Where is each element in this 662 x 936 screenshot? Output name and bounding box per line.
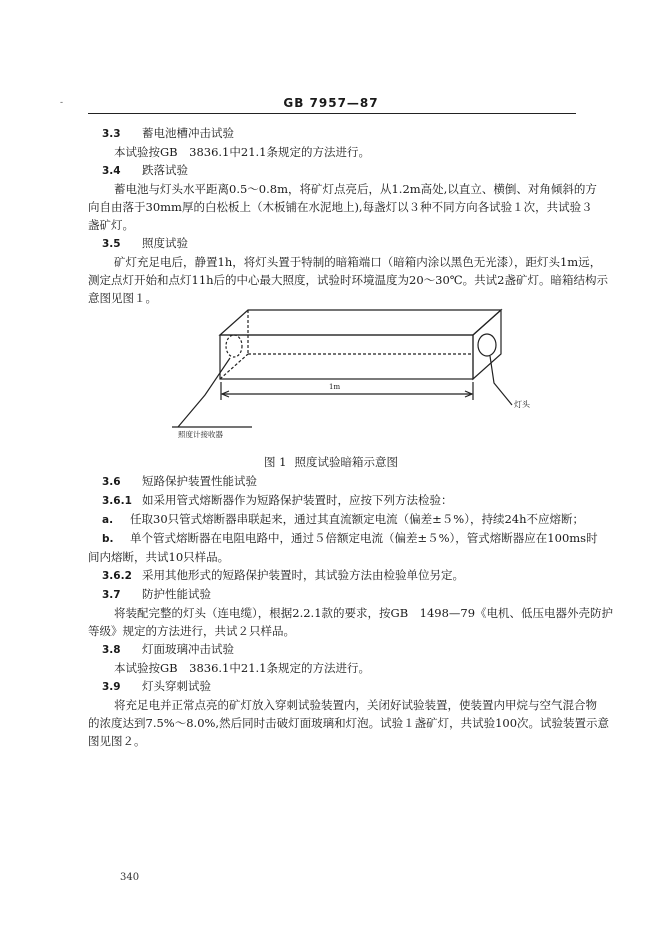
section-3-6-1 xyxy=(88,491,578,510)
section-3-6-heading xyxy=(88,472,578,491)
page-number: 340 xyxy=(120,872,140,883)
section-3-9-line2: 的浓度达到7.5%～8.0%,然后同时击破灯面玻璃和灯泡。试验１盏矿灯，共试验100次。试验装置示意 xyxy=(88,716,610,730)
section-3-7-line1: 将装配完整的灯头（连电缆），根据2.2.1款的要求，按GB 1498—79《电机、低压电器外壳防护 xyxy=(114,606,614,620)
section-title: 灯头穿刺试验 xyxy=(142,679,211,693)
section-number: 3.8 xyxy=(102,644,121,656)
section-3-7-line2: 等级》规定的方法进行，共试２只样品。 xyxy=(88,624,295,638)
section-number: 3.3 xyxy=(102,128,121,140)
section-3-5-line1: 矿灯充足电后，静置1h，将灯头置于特制的暗箱端口（暗箱内涂以黑色无光漆），距灯头1m远， xyxy=(114,255,602,269)
section-3-8-text: 本试验按GB 3836.1中21.1条规定的方法进行。 xyxy=(114,661,370,675)
section-title: 短路保护装置性能试验 xyxy=(142,474,257,488)
page-header: GB 7957—87 xyxy=(283,96,379,110)
dimension-arrow-left xyxy=(222,391,229,397)
section-number: 3.6 xyxy=(102,476,121,488)
section-title: 跌落试验 xyxy=(142,163,188,177)
section-text: 采用其他形式的短路保护装置时，其试验方法由检验单位另定。 xyxy=(142,568,464,582)
dimension-arrow-right xyxy=(465,391,472,397)
item-text: 任取30只管式熔断器串联起来，通过其直流额定电流（偏差±５%），持续24h不应熔断； xyxy=(130,512,584,526)
box-right-end-face xyxy=(473,310,501,379)
upper-content xyxy=(88,124,608,307)
section-3-5-line3: 意图见图１。 xyxy=(88,291,157,305)
section-text: 如采用管式熔断器作为短路保护装置时，应按下列方法检验： xyxy=(142,493,453,507)
item-b-continuation: 间内熔断，共试10只样品。 xyxy=(88,550,230,564)
section-3-4-line3: 盏矿灯。 xyxy=(88,218,134,232)
section-title: 灯面玻璃冲击试验 xyxy=(142,642,234,656)
dimension-label: 1m xyxy=(329,383,341,391)
lamp-head-circle xyxy=(478,334,496,356)
meter-receiver-label: 照度计接收器 xyxy=(178,430,223,439)
figure-number: 图 1 xyxy=(264,455,287,469)
lamp-head-leader xyxy=(490,356,512,405)
box-top-face xyxy=(220,310,501,335)
section-3-4-line1: 蓄电池与灯头水平距离0.5～0.8m，将矿灯点亮后，从1.2m高处,以直立、横倒、对角倾斜的方 xyxy=(114,182,597,196)
lamp-head-label: 灯头 xyxy=(514,400,530,409)
section-number: 3.4 xyxy=(102,165,121,177)
section-title: 照度试验 xyxy=(142,236,188,250)
section-3-5-heading xyxy=(88,234,578,253)
item-b xyxy=(88,529,598,548)
stray-mark: - xyxy=(60,98,64,108)
section-3-9-heading xyxy=(88,677,578,696)
section-title: 蓄电池槽冲击试验 xyxy=(142,126,234,140)
lower-content xyxy=(88,472,614,750)
item-a xyxy=(88,510,584,529)
section-3-9-line1: 将充足电并正常点亮的矿灯放入穿刺试验装置内，关闭好试验装置，使装置内甲烷与空气混合物 xyxy=(114,698,597,712)
item-text: 单个管式熔断器在电阻电路中，通过５倍额定电流（偏差±５%），管式熔断器应在100ms时 xyxy=(130,531,598,545)
figure-caption xyxy=(0,454,662,470)
section-3-7-heading xyxy=(88,585,578,604)
section-number: 3.9 xyxy=(102,681,121,693)
section-title: 防护性能试验 xyxy=(142,587,211,601)
header-rule xyxy=(88,113,576,114)
section-3-3-text: 本试验按GB 3836.1中21.1条规定的方法进行。 xyxy=(114,145,370,159)
section-number: 3.5 xyxy=(102,238,121,250)
figure-title: 照度试验暗箱示意图 xyxy=(294,455,398,469)
section-number: 3.6.2 xyxy=(102,570,132,582)
section-3-4-line2: 向自由落于30mm厚的白松板上（木板铺在水泥地上),每盏灯以３种不同方向各试验１次，共试验３ xyxy=(88,200,593,214)
section-3-8-heading xyxy=(88,640,578,659)
section-3-4-heading xyxy=(88,161,578,180)
item-marker: b. xyxy=(102,533,114,545)
section-3-3-heading xyxy=(88,124,578,143)
meter-receiver-circle xyxy=(226,335,242,357)
item-marker: a. xyxy=(102,514,114,526)
box-front-face xyxy=(220,335,473,379)
meter-receiver-leader xyxy=(178,358,230,427)
box-hidden-edge xyxy=(220,354,248,379)
section-number: 3.6.1 xyxy=(102,495,132,507)
section-3-5-line2: 测定点灯开始和点灯11h后的中心最大照度，试验时环境温度为20～30℃。共试2盏矿灯。暗箱结构示 xyxy=(88,273,608,287)
section-3-6-2 xyxy=(88,566,578,585)
section-3-9-line3: 图见图２。 xyxy=(88,734,146,748)
section-number: 3.7 xyxy=(102,589,121,601)
